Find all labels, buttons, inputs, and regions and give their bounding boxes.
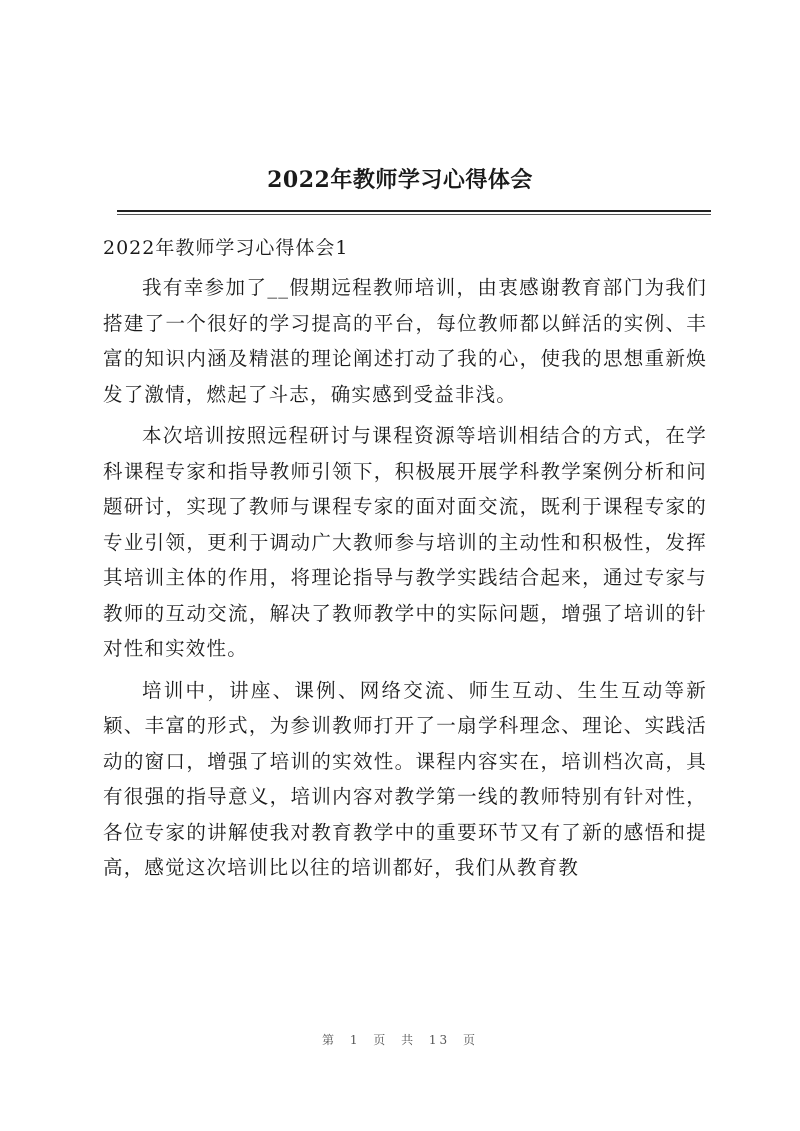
- paragraph: 培训中，讲座、课例、网络交流、师生互动、生生互动等新颖、丰富的形式，为参训教师打开了一扇学科理念、理论、实践活动的窗口，增强了培训的实效性。课程内容实在，培训档次高，具有很强的指导意义，培训内容对教学第一线的教师特别有针对性，各位专家的讲解使我对教育教学中的重要环节又有了新的感悟和提高，感觉这次培训比以往的培训都好，我们从教育教: [103, 678, 707, 879]
- page-number-footer: 第 1 页 共 13 页: [322, 1033, 478, 1047]
- document-title: 2022年教师学习心得体会: [267, 167, 533, 193]
- document-body: [103, 270, 707, 892]
- section-heading: 2022年教师学习心得体会1: [103, 237, 349, 259]
- title-underline: [117, 210, 711, 212]
- title-underline-thin: [117, 214, 711, 215]
- paragraph: 我有幸参加了__假期远程教师培训，由衷感谢教育部门为我们搭建了一个很好的学习提高的平台，每位教师都以鲜活的实例、丰富的知识内涵及精湛的理论阐述打动了我的心，使我的思想重新焕发了激情，燃起了斗志，确实感到受益非浅。: [103, 276, 707, 406]
- paragraph: 本次培训按照远程研讨与课程资源等培训相结合的方式，在学科课程专家和指导教师引领下，积极展开展学科教学案例分析和问题研讨，实现了教师与课程专家的面对面交流，既利于课程专家的专业引领，更利于调动广大教师参与培训的主动性和积极性，发挥其培训主体的作用，将理论指导与教学实践结合起来，通过专家与教师的互动交流，解决了教师教学中的实际问题，增强了培训的针对性和实效性。: [103, 424, 707, 660]
